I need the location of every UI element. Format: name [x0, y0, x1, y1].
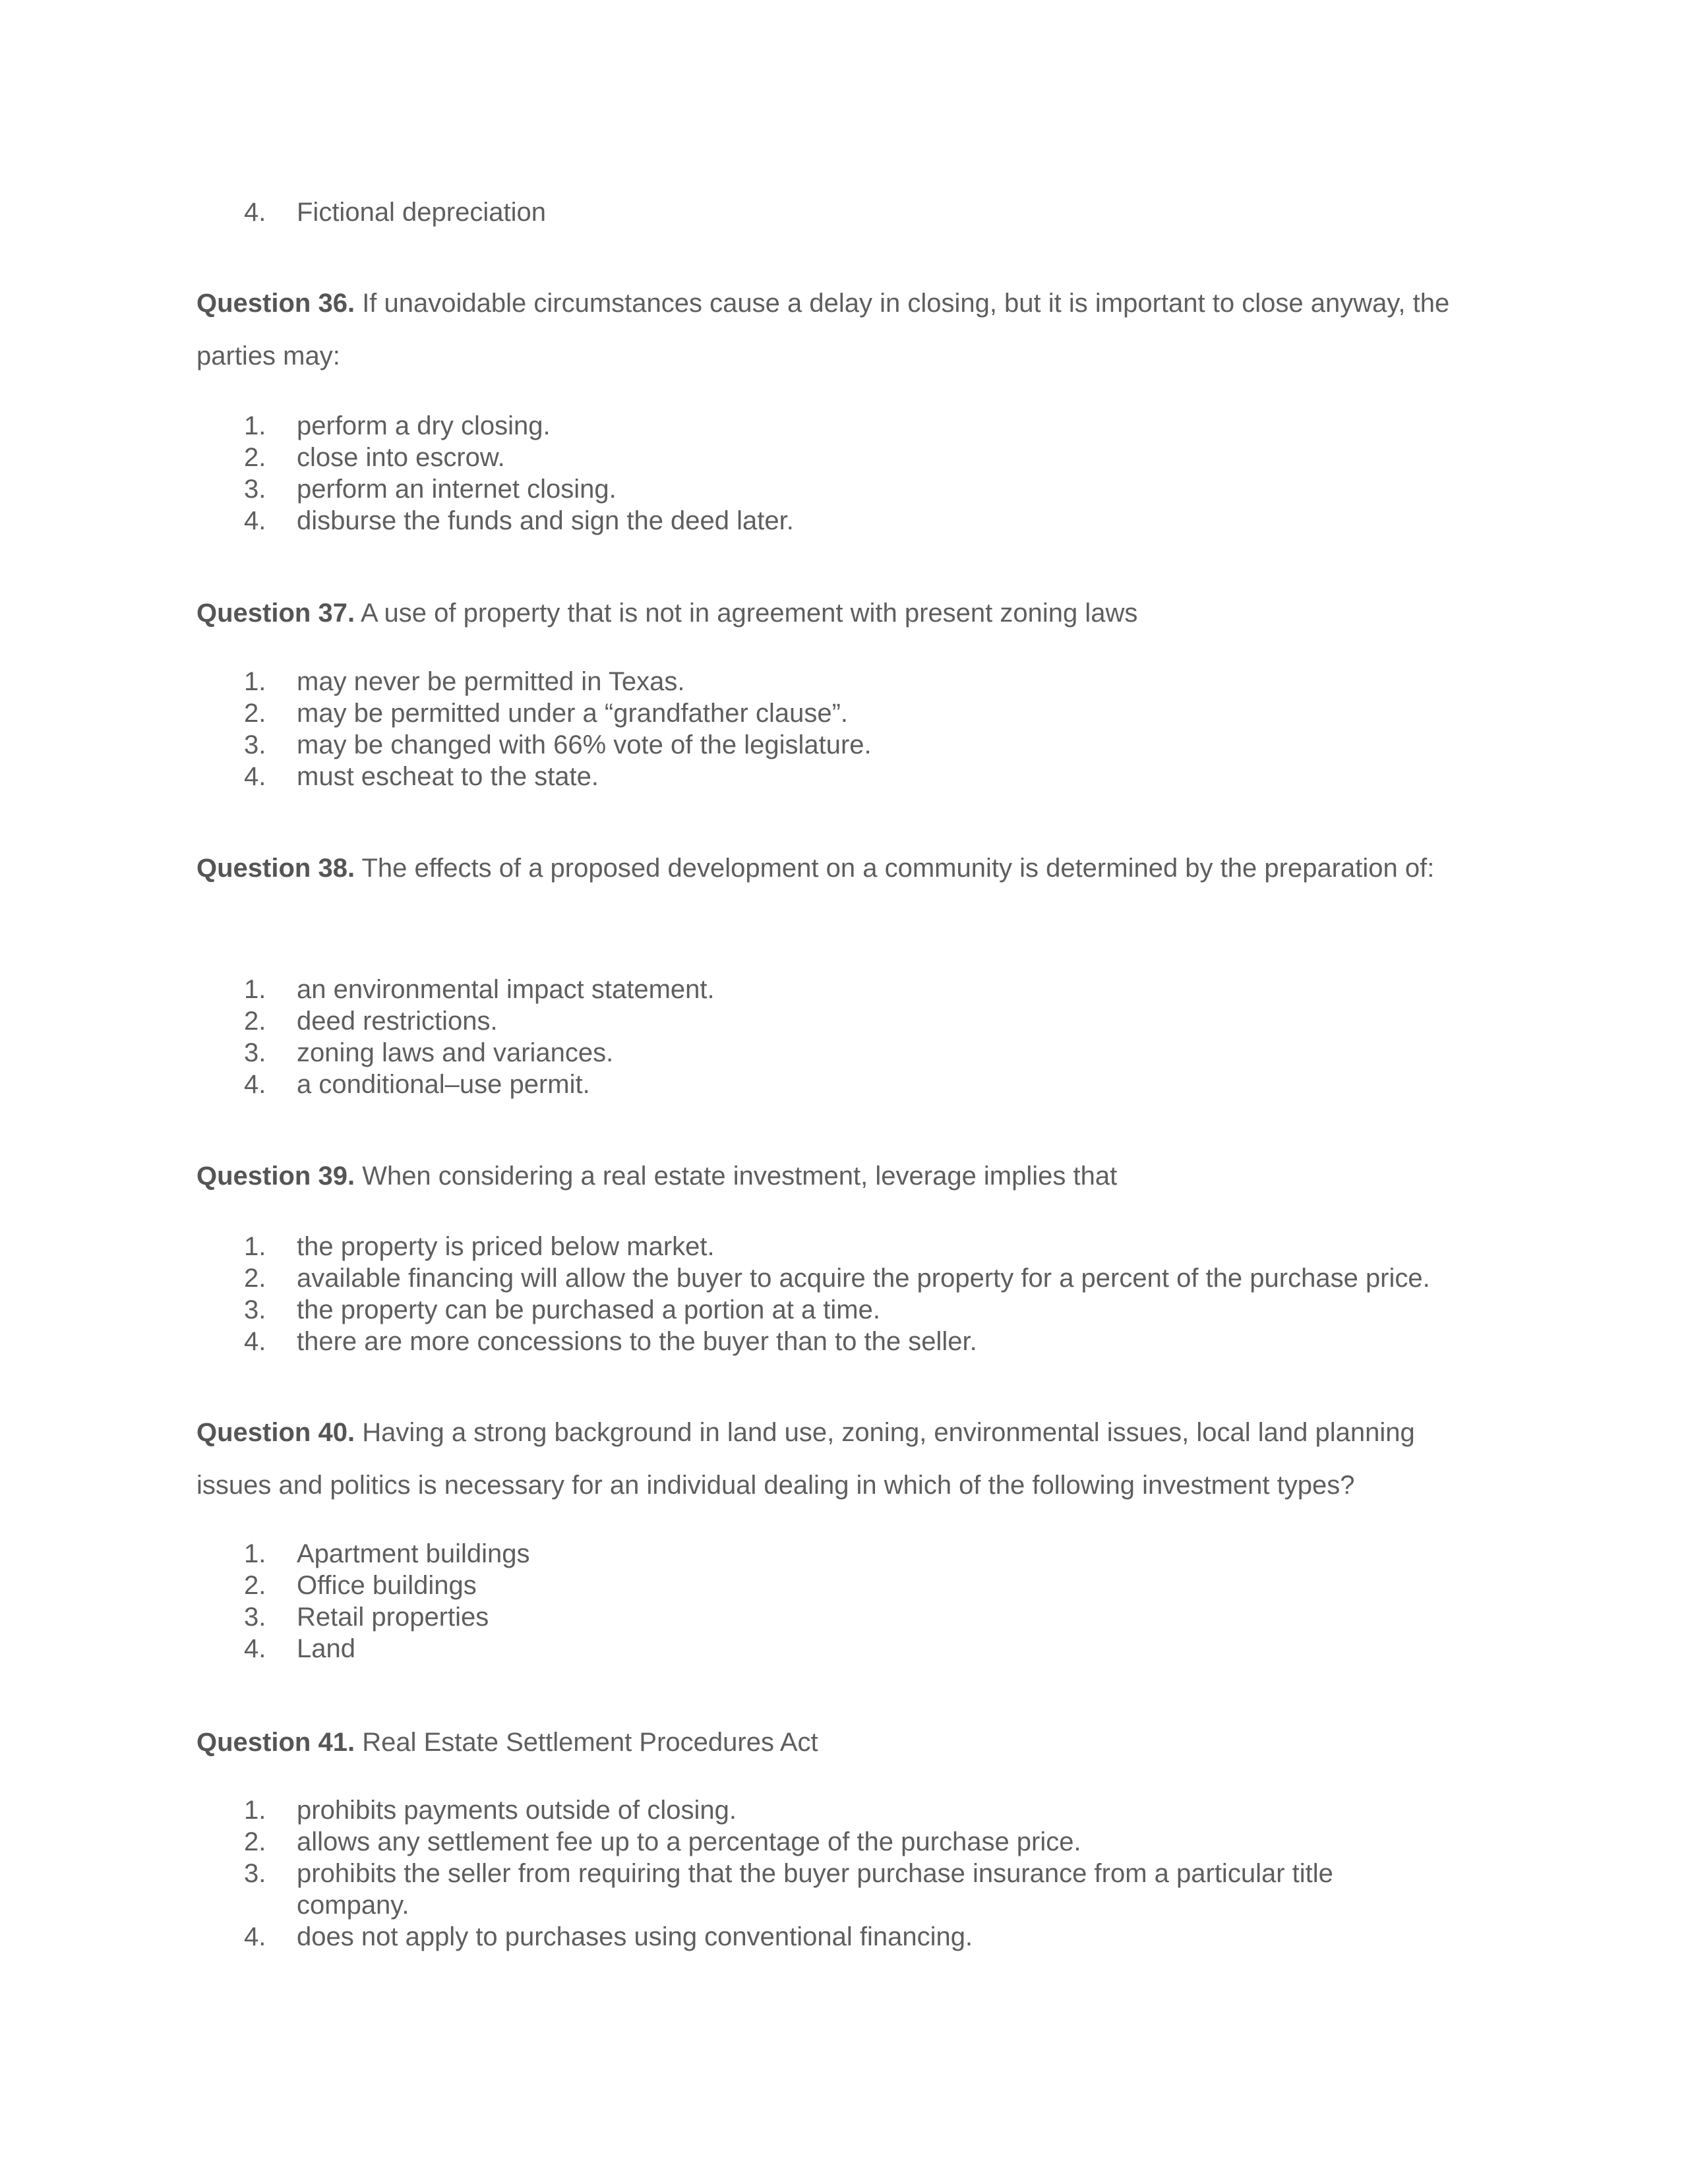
question-label: Question 37.	[196, 599, 355, 628]
option-number: 2.	[244, 1264, 266, 1293]
question-39-options	[196, 1231, 1489, 1357]
question-label: Question 39.	[196, 1162, 355, 1191]
option-text: close into escrow.	[297, 443, 505, 472]
option-item	[196, 761, 1489, 792]
question-label: Question 40.	[196, 1418, 355, 1447]
option-number: 3.	[244, 1295, 266, 1324]
question-40-options	[196, 1538, 1489, 1665]
option-text: an environmental impact statement.	[297, 975, 715, 1004]
option-text: allows any settlement fee up to a percentage of the purchase price.	[297, 1827, 1081, 1856]
option-item	[196, 1570, 1489, 1601]
option-text: Apartment buildings	[297, 1539, 530, 1568]
option-text: perform an internet closing.	[297, 475, 617, 504]
option-number: 4.	[244, 198, 266, 227]
option-text: the property can be purchased a portion at a time.	[297, 1295, 880, 1324]
option-number: 4.	[244, 506, 266, 535]
option-item	[196, 1826, 1397, 1858]
option-item	[196, 1262, 1489, 1294]
question-label: Question 41.	[196, 1728, 355, 1757]
option-item	[196, 505, 1489, 537]
option-text: the property is priced below market.	[297, 1232, 715, 1261]
question-text: If unavoidable circumstances cause a delay in closing, but it is important to close anyway, the parties may:	[196, 289, 1450, 370]
option-number: 4.	[244, 1922, 266, 1951]
question-stem	[196, 277, 1489, 382]
question-41	[196, 1716, 1489, 1769]
option-item	[196, 697, 1489, 729]
question-37-options	[196, 666, 1489, 792]
option-number: 2.	[244, 1827, 266, 1856]
option-text: may be changed with 66% vote of the legislature.	[297, 730, 872, 759]
option-number: 2.	[244, 443, 266, 472]
option-text: must escheat to the state.	[297, 762, 599, 791]
question-36-options	[196, 410, 1489, 537]
option-number: 2.	[244, 1571, 266, 1600]
option-number: 4.	[244, 1634, 266, 1663]
question-stem	[196, 1150, 1489, 1202]
option-number: 1.	[244, 975, 266, 1004]
option-item	[196, 1294, 1489, 1326]
option-item	[196, 1794, 1397, 1826]
option-text: a conditional–use permit.	[297, 1070, 590, 1099]
option-item	[196, 666, 1489, 697]
option-item	[196, 442, 1489, 473]
question-stem	[196, 587, 1489, 639]
option-text: deed restrictions.	[297, 1007, 498, 1036]
option-text: does not apply to purchases using conventional financing.	[297, 1922, 973, 1951]
option-number: 3.	[244, 475, 266, 504]
option-number: 1.	[244, 411, 266, 440]
option-number: 1.	[244, 667, 266, 696]
option-item	[196, 473, 1489, 505]
option-text: available financing will allow the buyer to acquire the property for a percent of the purchase price.	[297, 1264, 1430, 1293]
option-item	[196, 1633, 1489, 1665]
option-item	[196, 196, 1489, 228]
option-item	[196, 1037, 1489, 1069]
question-37	[196, 587, 1489, 639]
question-40	[196, 1406, 1489, 1512]
option-item	[196, 1005, 1489, 1037]
option-text: prohibits payments outside of closing.	[297, 1796, 737, 1825]
question-text: Having a strong background in land use, zoning, environmental issues, local land planning issues and politics is necessary for an individual dealing in which of the following investment types?	[196, 1418, 1415, 1500]
option-item	[196, 729, 1489, 761]
option-number: 1.	[244, 1232, 266, 1261]
option-item	[196, 1069, 1489, 1100]
option-item	[196, 1921, 1397, 1953]
option-item	[196, 1858, 1397, 1921]
option-number: 4.	[244, 1070, 266, 1099]
question-39	[196, 1150, 1489, 1202]
option-number: 2.	[244, 699, 266, 728]
question-text: A use of property that is not in agreement with present zoning laws	[360, 599, 1138, 628]
question-stem	[196, 842, 1489, 895]
option-item	[196, 1326, 1489, 1357]
question-stem	[196, 1716, 1489, 1769]
question-text: The effects of a proposed development on a community is determined by the preparation of:	[361, 854, 1435, 883]
option-text: disburse the funds and sign the deed later.	[297, 506, 794, 535]
option-item	[196, 1231, 1489, 1262]
question-text: When considering a real estate investment, leverage implies that	[362, 1162, 1118, 1191]
option-number: 4.	[244, 762, 266, 791]
option-number: 2.	[244, 1007, 266, 1036]
question-label: Question 36.	[196, 289, 355, 318]
question-stem	[196, 1406, 1489, 1512]
option-item	[196, 410, 1489, 442]
question-36	[196, 277, 1489, 382]
option-text: may be permitted under a “grandfather clause”.	[297, 699, 848, 728]
option-text: Fictional depreciation	[297, 198, 546, 227]
option-text: zoning laws and variances.	[297, 1038, 614, 1067]
option-item	[196, 1538, 1489, 1570]
option-text: Office buildings	[297, 1571, 477, 1600]
question-41-options	[196, 1794, 1397, 1953]
option-number: 1.	[244, 1796, 266, 1825]
carryover-option-list	[196, 196, 1489, 228]
option-item	[196, 974, 1489, 1005]
option-text: perform a dry closing.	[297, 411, 551, 440]
option-text: Retail properties	[297, 1603, 489, 1632]
option-number: 1.	[244, 1539, 266, 1568]
option-text: Land	[297, 1634, 355, 1663]
option-item	[196, 1601, 1489, 1633]
option-text: may never be permitted in Texas.	[297, 667, 685, 696]
option-number: 3.	[244, 1603, 266, 1632]
option-text: there are more concessions to the buyer than to the seller.	[297, 1327, 977, 1356]
question-text: Real Estate Settlement Procedures Act	[362, 1728, 818, 1757]
option-number: 3.	[244, 1038, 266, 1067]
question-38	[196, 842, 1489, 895]
option-number: 4.	[244, 1327, 266, 1356]
question-38-options	[196, 974, 1489, 1100]
option-text: prohibits the seller from requiring that the buyer purchase insurance from a particular title company.	[297, 1859, 1333, 1920]
option-number: 3.	[244, 1859, 266, 1888]
question-label: Question 38.	[196, 854, 355, 883]
option-number: 3.	[244, 730, 266, 759]
